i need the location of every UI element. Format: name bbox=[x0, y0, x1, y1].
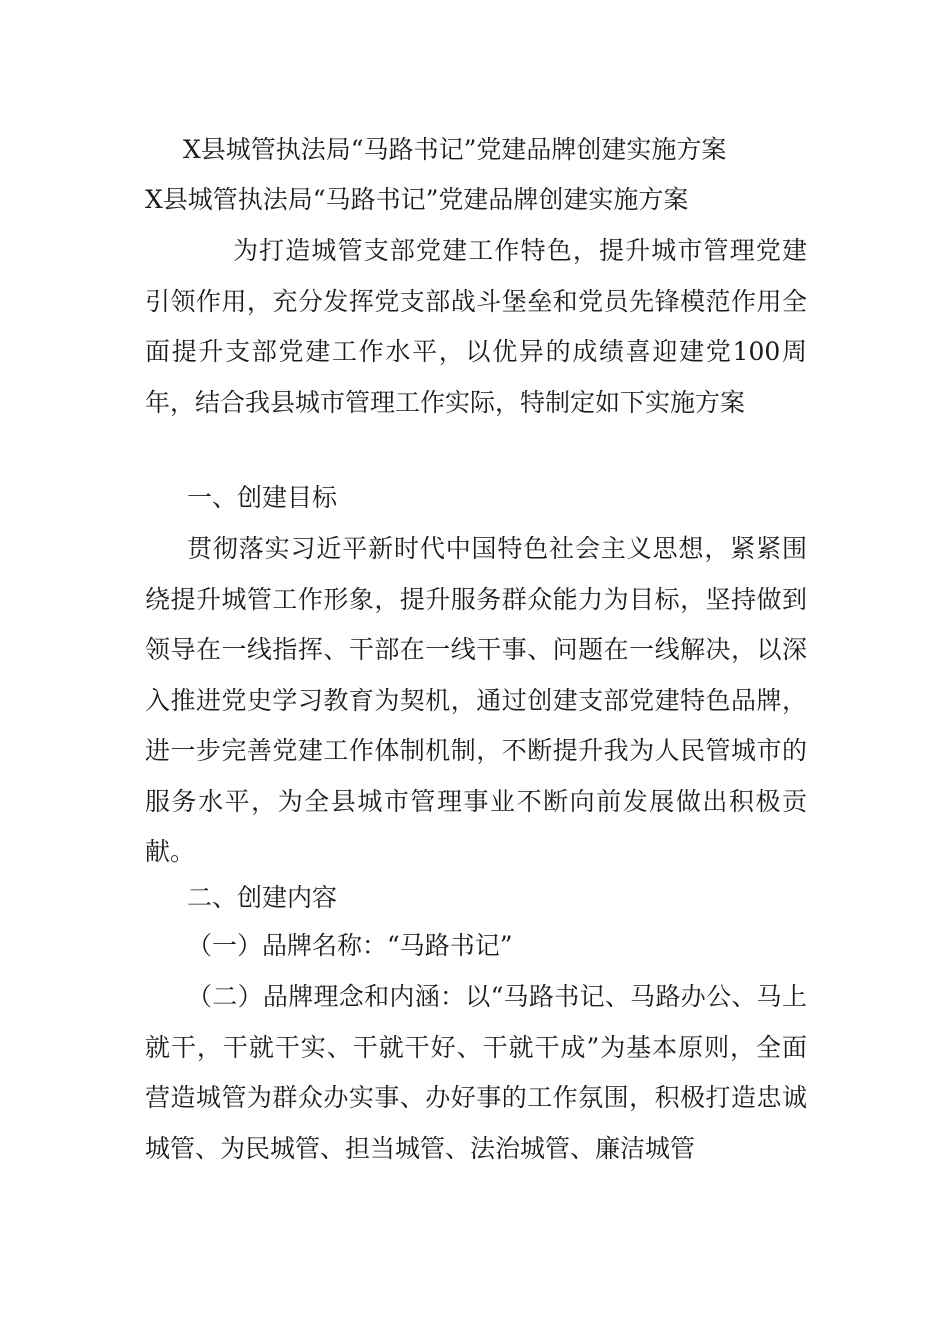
brand-concept-paragraph: （二）品牌理念和内涵：以“马路书记、马路办公、马上就干，干就干实、干就干好、干就干成”为基本原则，全面营造城管为群众办实事、办好事的工作氛围，积极打造忠诚城管、为民城管、担当城管、法治城管、廉洁城管 bbox=[145, 982, 807, 1163]
intro-paragraph: 为打造城管支部党建工作特色，提升城市管理党建引领作用，充分发挥党支部战斗堡垒和党员先锋模范作用全面提升支部党建工作水平，以优异的成绩喜迎建党100周年，结合我县城市管理工作实际，特制定如下实施方案 bbox=[145, 236, 807, 417]
section-heading-goals: 一、创建目标 bbox=[187, 483, 338, 512]
document-title-line-2: X县城管执法局“马路书记”党建品牌创建实施方案 bbox=[145, 185, 689, 214]
goals-paragraph: 贯彻落实习近平新时代中国特色社会主义思想，紧紧围绕提升城管工作形象，提升服务群众能力为目标，坚持做到领导在一线指挥、干部在一线干事、问题在一线解决，以深入推进党史学习教育为契机，通过创建支部党建特色品牌，进一步完善党建工作体制机制，不断提升我为人民管城市的服务水平，为全县城市管理事业不断向前发展做出积极贡献。 bbox=[145, 534, 807, 866]
brand-name-item: （一）品牌名称：“马路书记” bbox=[187, 931, 513, 960]
document-title-line-1: X县城管执法局“马路书记”党建品牌创建实施方案 bbox=[183, 135, 727, 164]
section-heading-content: 二、创建内容 bbox=[187, 883, 338, 912]
